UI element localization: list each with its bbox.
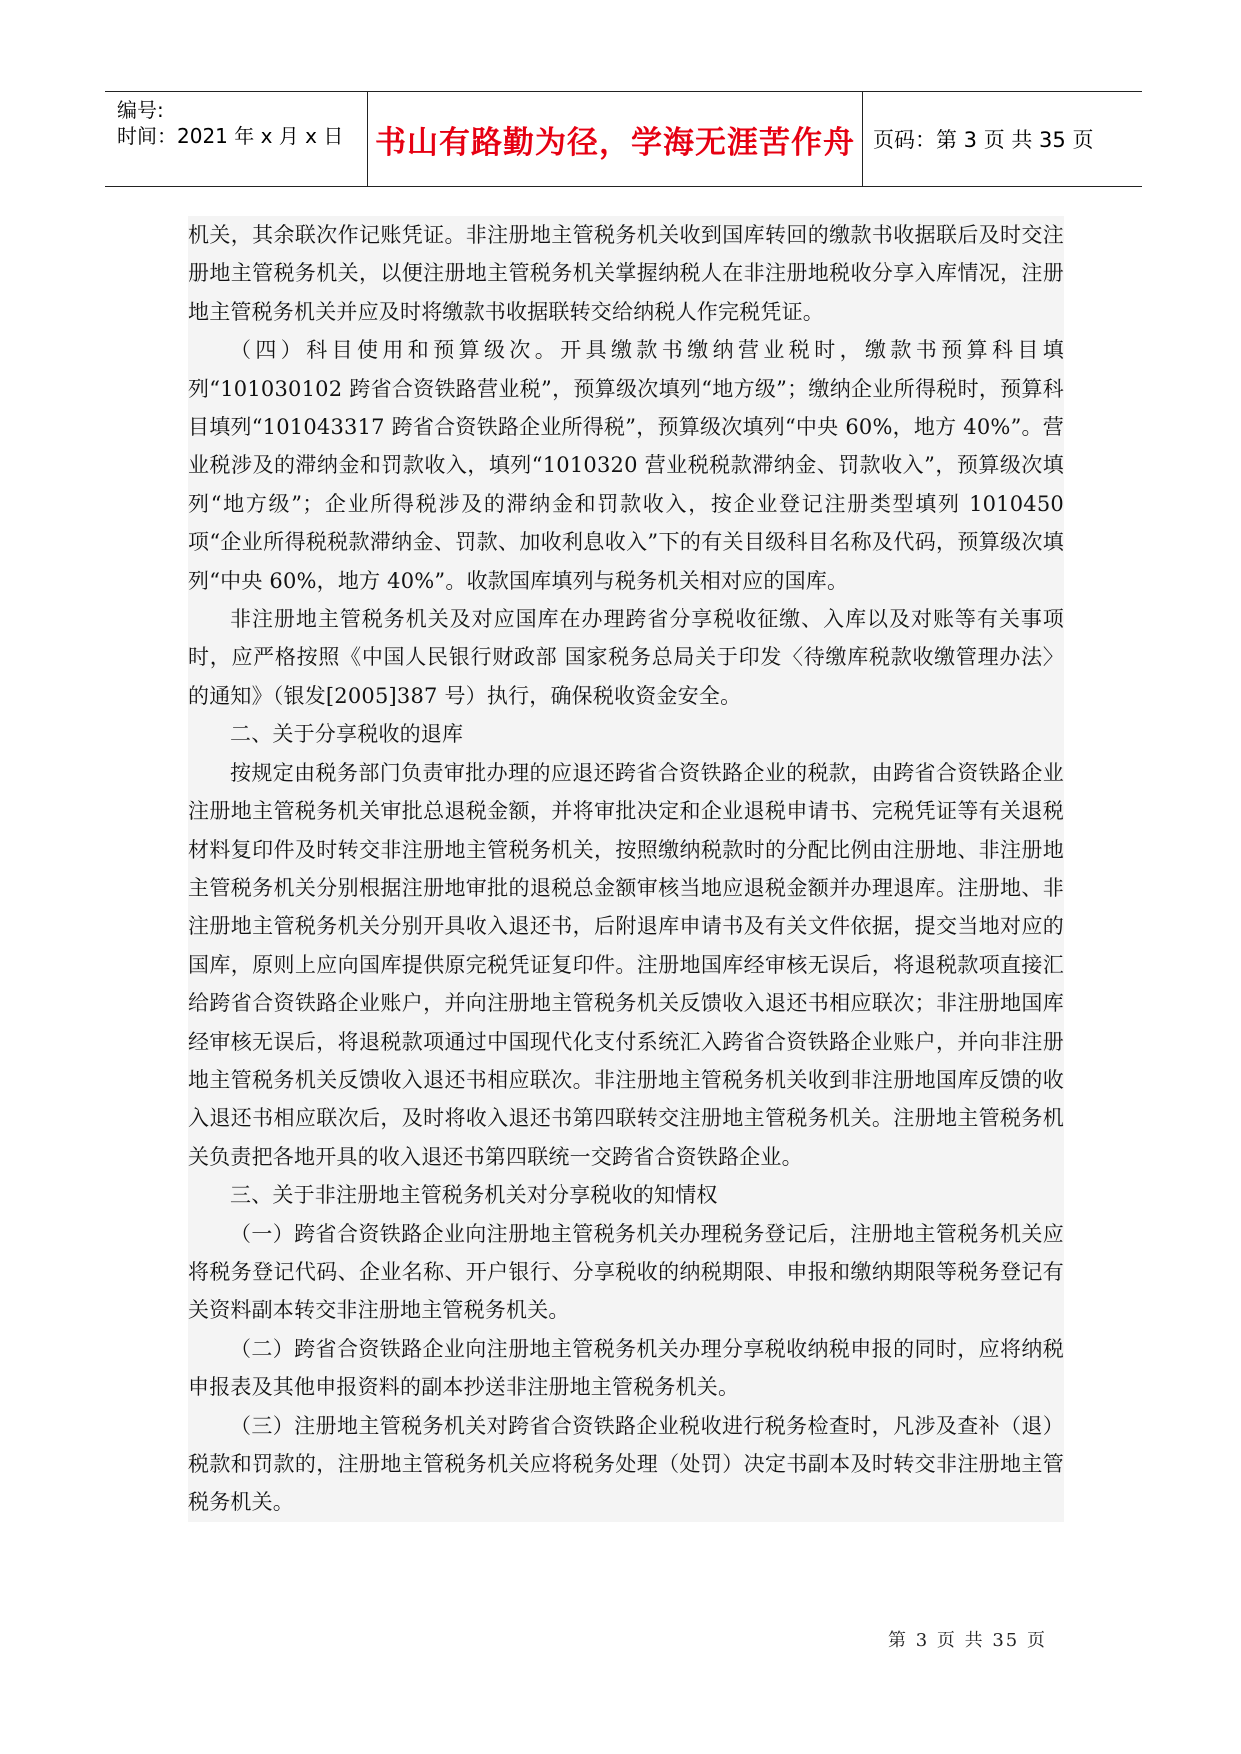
paragraph-continuation: 机关，其余联次作记账凭证。非注册地主管税务机关收到国库转回的缴款书收据联后及时交注册地主管税务机关，以便注册地主管税务机关掌握纳税人在非注册地税收分享入库情况，注册地主管税务机关并应及时将缴款书收据联转交给纳税人作完税凭证。 [188,223,1064,324]
paragraph-item-1: （一）跨省合资铁路企业向注册地主管税务机关办理税务登记后，注册地主管税务机关应将税务登记代码、企业名称、开户银行、分享税收的纳税期限、申报和缴纳期限等税务登记有关资料副本转交非注册地主管税务机关。 [188,1221,1064,1323]
document-number-label: 编号: [117,98,164,122]
paragraph-item-3: （三）注册地主管税务机关对跨省合资铁路企业税收进行税务检查时，凡涉及查补（退）税款和罚款的，注册地主管税务机关应将税务处理（处罚）决定书副本及时转交非注册地主管税务机关。 [188,1413,1064,1515]
document-time-label: 时间：2021 年 x 月 x 日 [117,124,344,148]
header-meta [105,92,367,186]
paragraph-item-2: （二）跨省合资铁路企业向注册地主管税务机关办理分享税收纳税申报的同时，应将纳税申报表及其他申报资料的副本抄送非注册地主管税务机关。 [188,1336,1064,1400]
page-footer: 第 3 页 共 35 页 [888,1630,1047,1651]
paragraph-budget-subjects: （四）科目使用和预算级次。开具缴款书缴纳营业税时，缴款书预算科目填列“101030102 跨省合资铁路营业税”，预算级次填列“地方级”；缴纳企业所得税时，预算科目填列“101043317 跨省合资铁路企业所得税”，预算级次填列“中央 60%，地方 40%”。营业税涉及的滞纳金和罚款收入，填列“1010320 营业税税款滞纳金、罚款收入”，预算级次填列“地方级”；企业所得税涉及的滞纳金和罚款收入，按企业登记注册类型填列 1010450 项“企业所得税税款滞纳金、罚款、加收利息收入”下的有关目级科目名称及代码，预算级次填列“中央 60%，地方 40%”。收款国库填列与税务机关相对应的国库。 [188,338,1064,593]
paragraph-treasury-handling: 非注册地主管税务机关及对应国库在办理跨省分享税收征缴、入库以及对账等有关事项时，应严格按照《中国人民银行财政部 国家税务总局关于印发〈待缴库税款收缴管理办法〉的通知》（银发[2005]387 号）执行，确保税收资金安全。 [188,607,1064,708]
section-heading-right-to-know: 三、关于非注册地主管税务机关对分享税收的知情权 [230,1183,718,1208]
page-header [105,91,1142,187]
section-heading-refund: 二、关于分享税收的退库 [230,722,464,747]
document-body [188,216,1064,1522]
header-divider-right [862,92,863,186]
paragraph-refund-procedure: 按规定由税务部门负责审批办理的应退还跨省合资铁路企业的税款，由跨省合资铁路企业注册地主管税务机关审批总退税金额，并将审批决定和企业退税申请书、完税凭证等有关退税材料复印件及时转交非注册地主管税务机关，按照缴纳税款时的分配比例由注册地、非注册地主管税务机关分别根据注册地审批的退税总金额审核当地应退税金额并办理退库。注册地、非注册地主管税务机关分别开具收入退还书，后附退库申请书及有关文件依据，提交当地对应的国库，原则上应向国库提供原完税凭证复印件。注册地国库经审核无误后，将退税款项直接汇给跨省合资铁路企业账户，并向注册地主管税务机关反馈收入退还书相应联次；非注册地国库经审核无误后，将退税款项通过中国现代化支付系统汇入跨省合资铁路企业账户，并向非注册地主管税务机关反馈收入退还书相应联次。非注册地主管税务机关收到非注册地国库反馈的收入退还书相应联次后，及时将收入退还书第四联转交注册地主管税务机关。注册地主管税务机关负责把各地开具的收入退还书第四联统一交跨省合资铁路企业。 [188,760,1064,1169]
header-page-info: 页码：第 3 页 共 35 页 [873,128,1094,152]
header-motto: 书山有路勤为径，学海无涯苦作舟 [375,124,855,161]
